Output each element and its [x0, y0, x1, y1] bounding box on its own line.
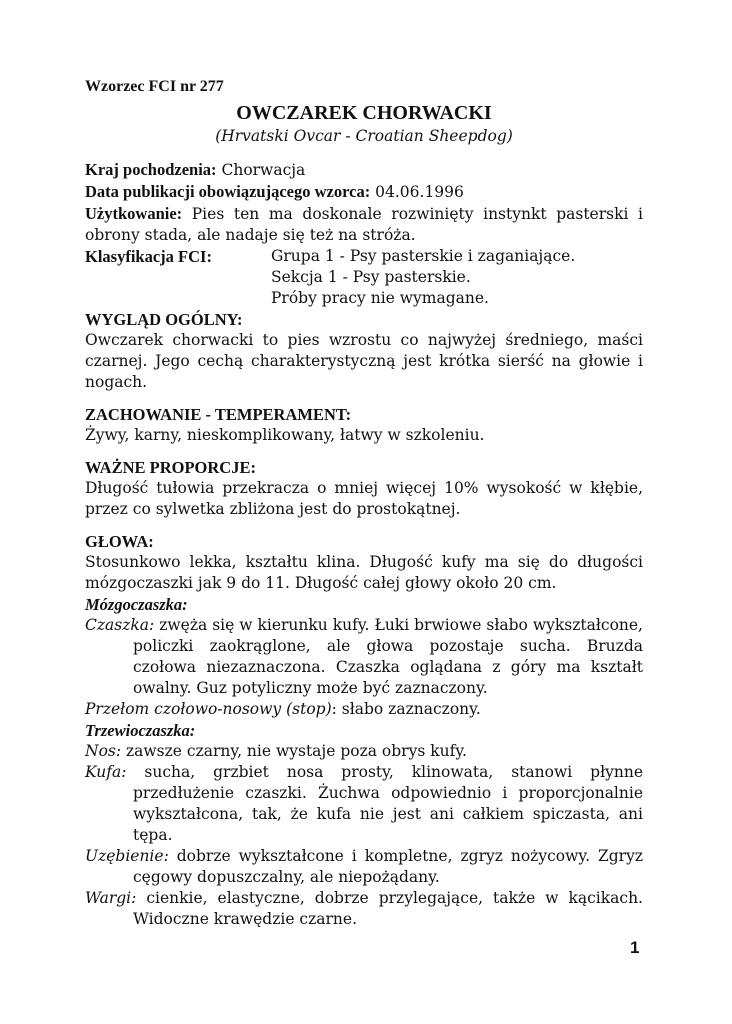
page-number: 1	[630, 938, 640, 957]
muzzle-label: Kufa:	[85, 763, 127, 781]
teeth-paragraph	[85, 846, 643, 888]
date-value: 04.06.1996	[370, 183, 464, 201]
facial-region-heading: Trzewioczaszka:	[85, 721, 196, 740]
stop-text: : słabo zaznaczony.	[331, 700, 481, 718]
date-label: Data publikacji obowiązującego wzorca:	[85, 182, 371, 201]
origin-row	[85, 159, 643, 181]
teeth-label: Uzębienie:	[85, 847, 169, 865]
meta-block	[85, 159, 643, 309]
muzzle-text: sucha, grzbiet nosa prosty, klinowata, stanowi płynne przedłużenie czaszki. Żuchwa odpowiednio i proporcjonalnie wykształcona, tak, że kufa nie jest ani całkiem spiczasta, ani tępa.	[126, 763, 643, 844]
proportions-heading: WAŻNE PROPORCJE:	[85, 458, 256, 477]
nose-paragraph	[85, 741, 643, 762]
use-label: Użytkowanie:	[85, 204, 183, 223]
lips-label: Wargi:	[85, 889, 137, 907]
nose-text: zawsze czarny, nie wystaje poza obrys kufy.	[121, 742, 467, 760]
nose-label: Nos:	[85, 742, 122, 760]
stop-paragraph	[85, 699, 643, 720]
skull-label: Czaszka:	[85, 616, 155, 634]
proportions-text: Długość tułowia przekracza o mniej więcej 10% wysokość w kłębie, przez co sylwetka zbliżona jest do prostokątnej.	[85, 479, 643, 518]
skull-text: zwęża się w kierunku kufy. Łuki brwiowe słabo wykształcone, policzki zaokrąglone, ale głowa pozostaje sucha. Bruzda czołowa niezaznaczona. Czaszka oglądana z góry ma kształt owalny. Guz potyliczny może być zaznaczony.	[133, 616, 643, 697]
classification-row	[85, 246, 643, 309]
lips-paragraph	[85, 888, 643, 930]
standard-number: Wzorzec FCI nr 277	[85, 78, 224, 95]
date-row	[85, 181, 643, 203]
head-section	[85, 531, 643, 930]
behavior-heading: ZACHOWANIE - TEMPERAMENT:	[85, 405, 352, 424]
breed-title: OWCZAREK CHORWACKI	[236, 102, 492, 124]
behavior-section	[85, 404, 643, 446]
general-appearance-text: Owczarek chorwacki to pies wzrostu co najwyżej średniego, maści czarnej. Jego cechą charakterystyczną jest krótka sierść na głowie i nogach.	[85, 331, 643, 391]
head-text: Stosunkowo lekka, kształtu klina. Długość kufy ma się do długości mózgoczaszki jak 9 do 11. Długość całej głowy około 20 cm.	[85, 553, 643, 592]
breed-subtitle: (Hrvatski Ovcar - Croatian Sheepdog)	[215, 127, 513, 145]
behavior-text: Żywy, karny, nieskomplikowany, łatwy w szkoleniu.	[85, 426, 485, 444]
document-body	[85, 76, 643, 930]
classification-group: Grupa 1 - Psy pasterskie i zaganiające.	[271, 247, 576, 265]
stop-label: Przełom czołowo-nosowy (stop)	[85, 700, 332, 718]
cranial-region-heading: Mózgoczaszka:	[85, 595, 188, 614]
general-appearance-heading: WYGLĄD OGÓLNY:	[85, 310, 243, 329]
classification-label: Klasyfikacja FCI:	[85, 247, 212, 266]
skull-paragraph	[85, 615, 643, 699]
classification-trial: Próby pracy nie wymagane.	[271, 289, 489, 307]
teeth-text: dobrze wykształcone i kompletne, zgryz nożycowy. Zgryz cęgowy dopuszczalny, ale niepożądany.	[133, 847, 643, 886]
muzzle-paragraph	[85, 762, 643, 846]
use-row	[85, 203, 643, 246]
use-value: Pies ten ma doskonale rozwinięty instynkt pasterski i obrony stada, ale nadaje się też na stróża.	[85, 205, 643, 244]
lips-text: cienkie, elastyczne, dobrze przylegające, także w kącikach. Widoczne krawędzie czarne.	[133, 889, 643, 928]
origin-label: Kraj pochodzenia:	[85, 160, 217, 179]
head-heading: GŁOWA:	[85, 532, 154, 551]
classification-lines	[271, 246, 575, 309]
origin-value: Chorwacja	[216, 161, 306, 179]
classification-section: Sekcja 1 - Psy pasterskie.	[271, 268, 471, 286]
proportions-section	[85, 457, 643, 520]
general-appearance-section	[85, 309, 643, 393]
